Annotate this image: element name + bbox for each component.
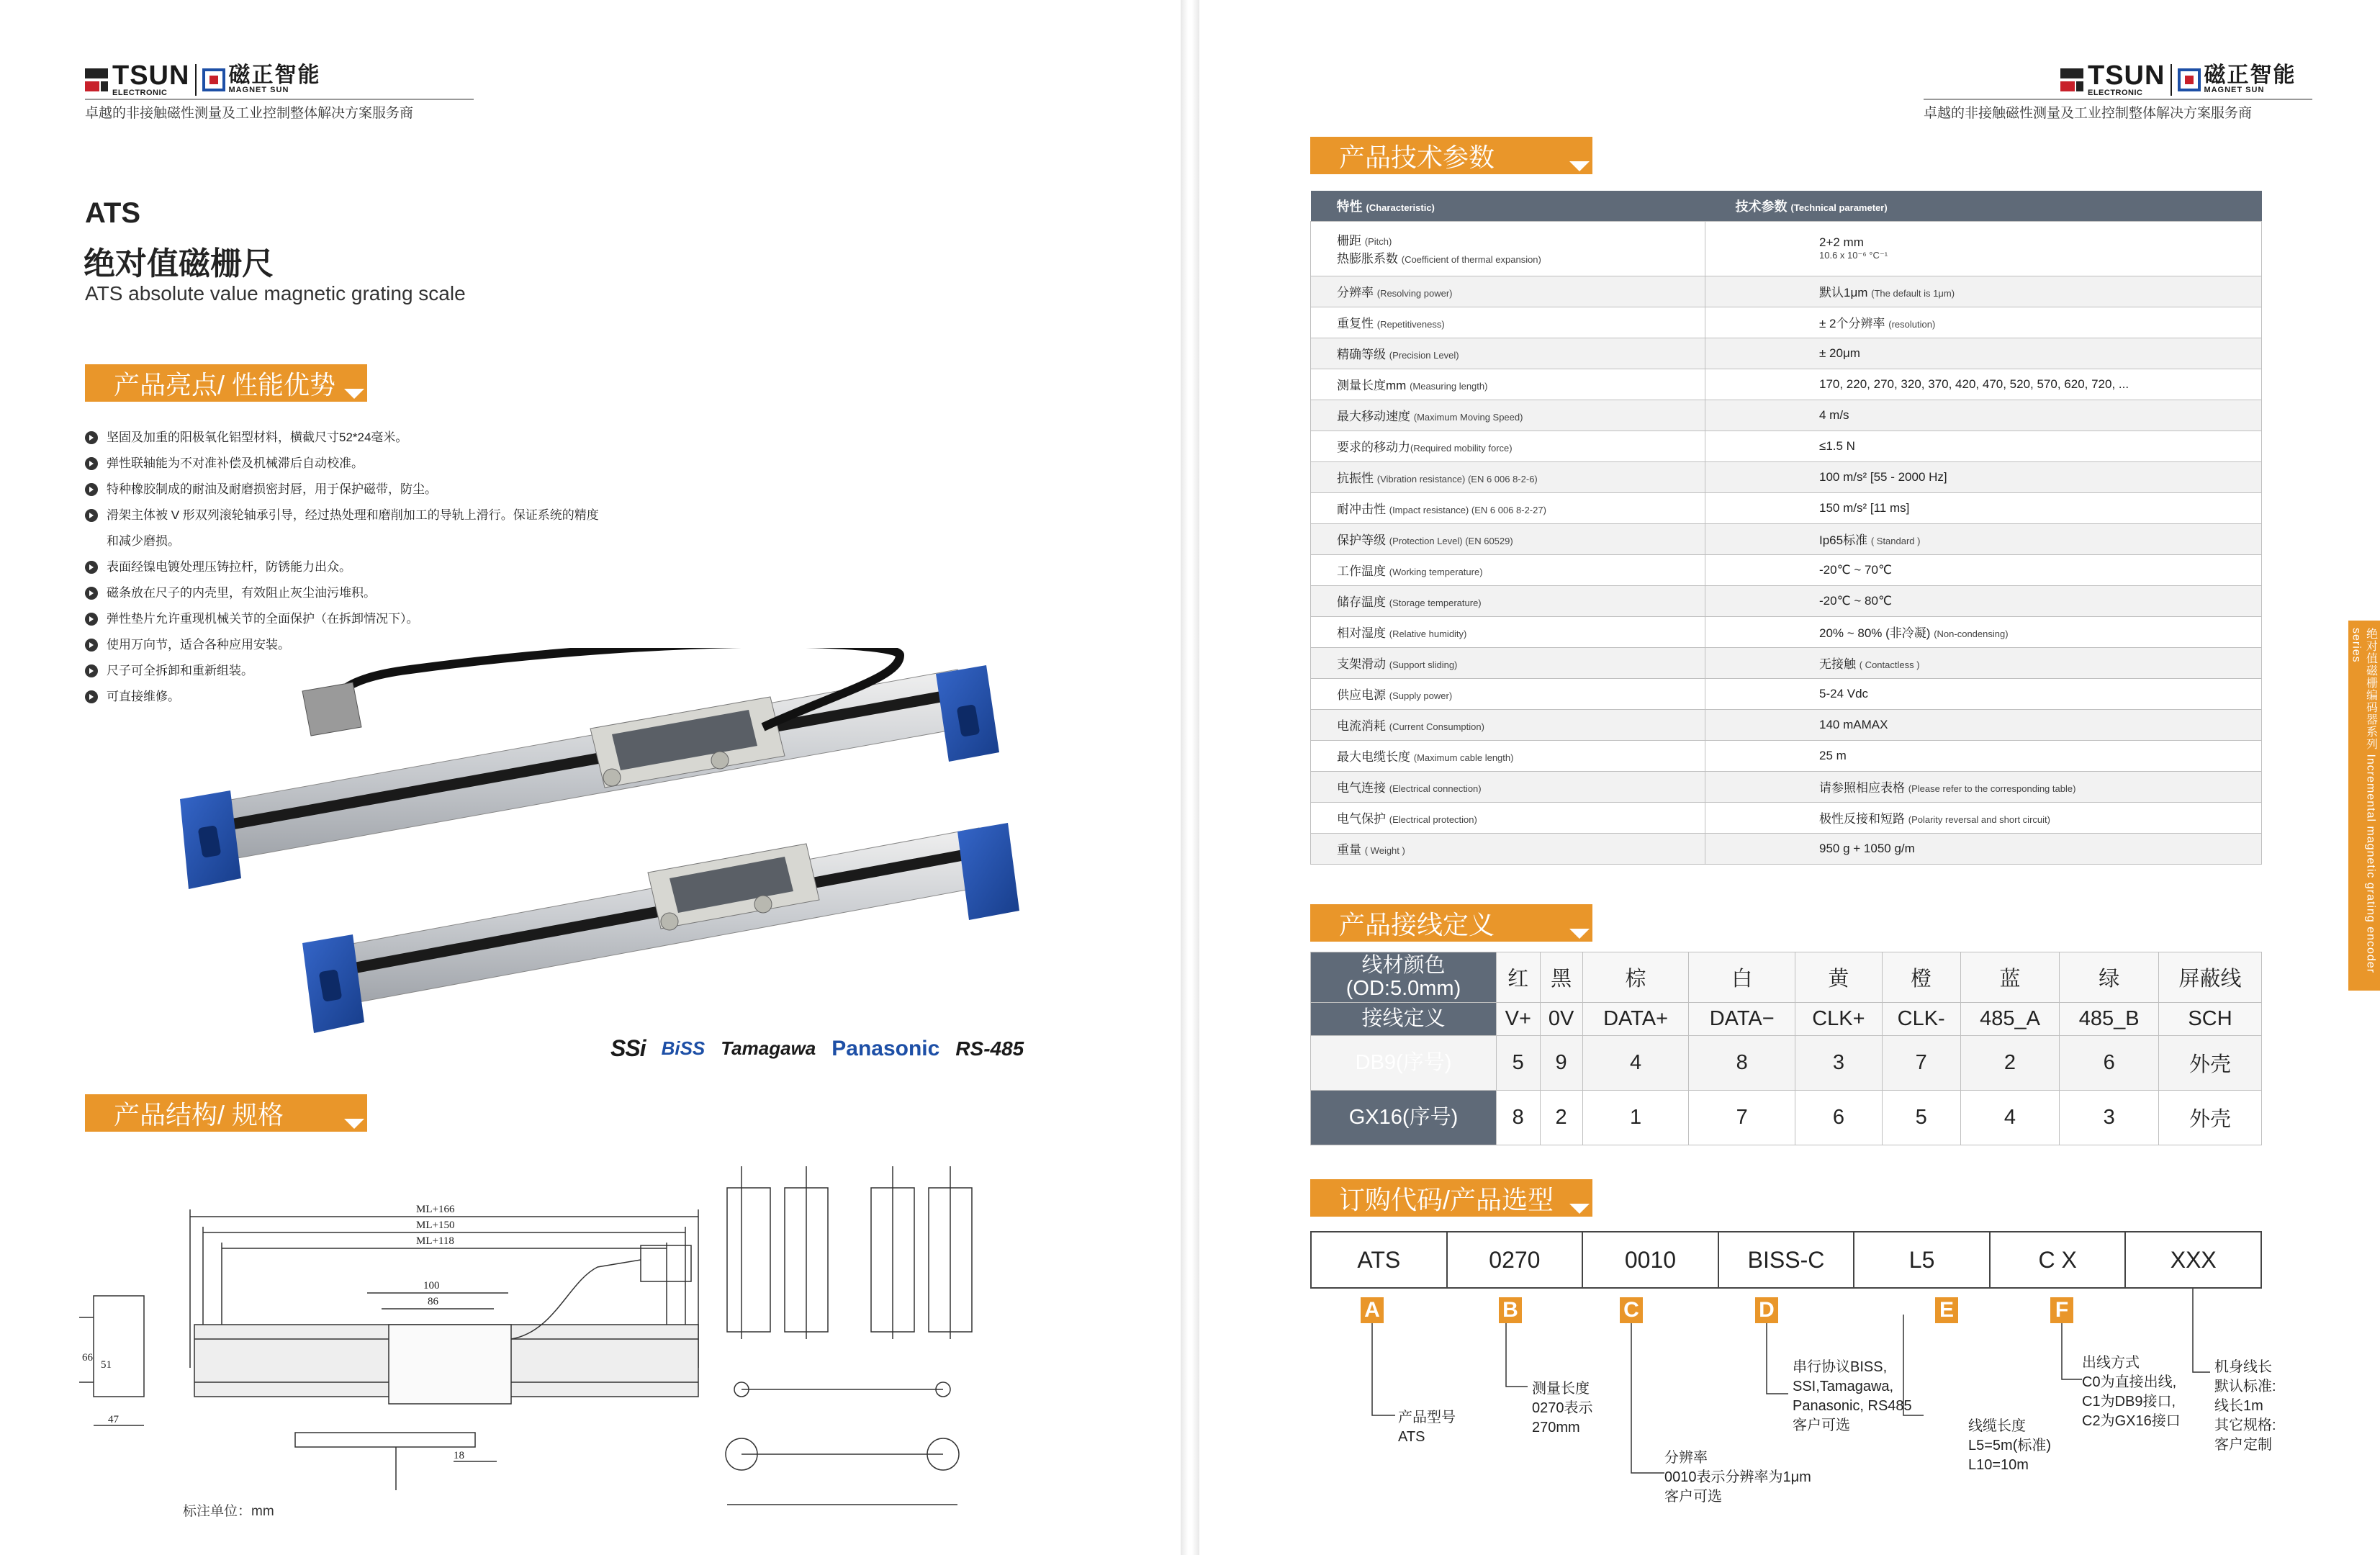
table-row: DB9(序号) 5 9 4 8 3 7 2 6 外壳 <box>1311 1036 2262 1091</box>
bullet-arrow-icon <box>85 613 98 626</box>
section-order <box>1310 1179 1592 1217</box>
table-row: 重量 ( Weight ) 950 g + 1050 g/m <box>1311 833 2262 864</box>
section-title: 产品结构/ 规格 <box>114 1099 284 1130</box>
section-title: 产品亮点/ 性能优势 <box>114 369 336 400</box>
list-item: 滑架主体被 V 形双列滚轮轴承引导，经过热处理和磨削加工的导轨上滑行。保证系统的精度和减少磨损。 <box>85 502 610 554</box>
bullet-arrow-icon <box>85 690 98 703</box>
section-title: 产品接线定义 <box>1339 909 1495 939</box>
bullet-arrow-icon <box>85 664 98 677</box>
order-code-cell: L5 <box>1854 1232 1991 1287</box>
order-desc-g: 机身线长 默认标准: 线长1m 其它规格: 客户定制 <box>2214 1359 2276 1453</box>
protocol-brand-logos <box>610 1035 1024 1062</box>
table-row: 测量长度mm (Measuring length) 170, 220, 270, 320, 370, 420, 470, 520, 570, 620, 720, ... <box>1311 369 2262 400</box>
header-rule <box>1924 99 2312 100</box>
section-title: 产品技术参数 <box>1339 142 1495 172</box>
triangle-down-icon <box>1569 1204 1590 1214</box>
list-item: 特种橡胶制成的耐油及耐磨损密封唇，用于保护磁带，防尘。 <box>85 477 610 502</box>
section-wiring <box>1310 904 1592 942</box>
logo-cn: 磁正智能 <box>228 63 321 87</box>
table-row: 电气保护 (Electrical protection) 极性反接和短路 (Polarity reversal and short circuit) <box>1311 802 2262 833</box>
product-title-en: ATS absolute value magnetic grating scale <box>85 282 466 305</box>
bullet-arrow-icon <box>85 587 98 600</box>
magnet-sun-icon <box>202 68 225 91</box>
order-label-f: F <box>2050 1297 2073 1323</box>
order-label-e: E <box>1935 1297 1958 1323</box>
table-row: 供应电源 (Supply power) 5-24 Vdc <box>1311 678 2262 709</box>
dim-label: ML+118 <box>416 1235 454 1247</box>
table-row: 要求的移动力(Required mobility force) ≤1.5 N <box>1311 431 2262 461</box>
bullet-arrow-icon <box>85 483 98 496</box>
triangle-down-icon <box>344 389 364 399</box>
order-code-cell: BISS-C <box>1719 1232 1855 1287</box>
bullet-arrow-icon <box>85 509 98 522</box>
spec-table <box>1310 191 2262 865</box>
dim-label: 86 <box>428 1296 438 1307</box>
section-tech-params <box>1310 137 1592 174</box>
table-row: 工作温度 (Working temperature) -20℃ ~ 70℃ <box>1311 554 2262 585</box>
section-title: 订购代码/产品选型 <box>1339 1184 1554 1214</box>
product-photo <box>173 648 1022 1051</box>
logo-cn: 磁正智能 <box>2204 63 2296 87</box>
table-row: 接线定义 V+ 0V DATA+ DATA− CLK+ CLK- 485_A 485_B SCH <box>1311 1003 2262 1036</box>
page-gutter <box>1181 0 1199 1555</box>
table-row: 分辨率 (Resolving power) 默认1μm (The default is 1μm) <box>1311 276 2262 307</box>
order-code-cell: 0270 <box>1448 1232 1584 1287</box>
logo-text: TSUN <box>112 60 190 91</box>
col-parameter: 技术参数 (Technical parameter) <box>1705 191 2262 221</box>
order-code-cell: XXX <box>2170 1246 2217 1273</box>
order-code-bar <box>1310 1231 2262 1289</box>
table-row: 精确等级 (Precision Level) ± 20μm <box>1311 338 2262 369</box>
side-series-tab: 绝对值磁栅编码器系列 Incremental magnetic grating encoder series <box>2348 621 2380 991</box>
list-item: 弹性垫片允许重现机械关节的全面保护（在拆卸情况下）。 <box>85 606 610 632</box>
list-item: 尺子可全拆卸和重新组装。 <box>85 658 610 684</box>
table-header-row <box>1311 191 2262 221</box>
order-desc-b: 测量长度 0270表示 270mm <box>1532 1381 1593 1435</box>
tamagawa-logo: Tamagawa <box>721 1037 816 1059</box>
logo-sub: ELECTRONIC <box>112 89 168 97</box>
list-item: 表面经镍电镀处理压铸拉杆，防锈能力出众。 <box>85 554 610 580</box>
wiring-table <box>1310 952 2262 1145</box>
bullet-arrow-icon <box>85 457 98 470</box>
order-label-b: B <box>1499 1297 1522 1323</box>
list-item: 弹性联轴能为不对准补偿及机械滞后自动校准。 <box>85 451 610 477</box>
table-row: 抗振性 (Vibration resistance) (EN 6 006 8-2-6) 100 m/s² [55 - 2000 Hz] <box>1311 461 2262 492</box>
dim-label: 66 <box>82 1352 93 1364</box>
table-row: 支架滑动 (Support sliding) 无接触 ( Contactless ) <box>1311 647 2262 678</box>
triangle-down-icon <box>344 1119 364 1129</box>
lower-scale <box>302 823 1019 1033</box>
brand-logo <box>2060 62 2296 97</box>
tagline: 卓越的非接触磁性测量及工业控制整体解决方案服务商 <box>85 106 414 121</box>
logo-text: TSUN <box>2088 60 2165 91</box>
order-desc-c: 分辨率 0010表示分辨率为1μm 客户可选 <box>1664 1450 1811 1505</box>
dim-label: 51 <box>101 1359 112 1371</box>
logo-mark-icon <box>2060 68 2083 91</box>
table-row: 相对湿度 (Relative humidity) 20% ~ 80% (非冷凝) (Non-condensing) <box>1311 616 2262 647</box>
order-desc-f: 出线方式 C0为直接出线, C1为DB9接口, C2为GX16接口 <box>2082 1355 2181 1429</box>
list-item: 坚固及加重的阳极氧化铝型材料，横截尺寸52*24毫米。 <box>85 425 610 451</box>
biss-logo: BiSS <box>661 1037 706 1059</box>
order-label-c: C <box>1620 1297 1643 1323</box>
order-label-d: D <box>1755 1297 1778 1323</box>
product-model: ATS <box>85 197 141 229</box>
triangle-down-icon <box>1569 161 1590 171</box>
order-desc-d: 串行协议BISS, SSI,Tamagawa, Panasonic, RS485 客户可选 <box>1793 1359 1912 1433</box>
order-code-cell: 0010 <box>1583 1232 1719 1287</box>
dim-label: ML+150 <box>416 1220 455 1231</box>
tagline: 卓越的非接触磁性测量及工业控制整体解决方案服务商 <box>1924 106 2253 121</box>
table-row: 最大移动速度 (Maximum Moving Speed) 4 m/s <box>1311 400 2262 431</box>
table-row: 保护等级 (Protection Level) (EN 60529) Ip65标准 ( Standard ) <box>1311 523 2262 554</box>
logo-sub-en: MAGNET SUN <box>228 86 289 94</box>
left-page <box>0 0 1181 1555</box>
product-title-cn: 绝对值磁栅尺 <box>84 246 274 281</box>
list-item: 磁条放在尺子的内壳里，有效阻止灰尘油污堆积。 <box>85 580 610 606</box>
rs485-logo: RS-485 <box>955 1037 1024 1060</box>
section-highlights <box>85 364 367 402</box>
table-row: 耐冲击性 (Impact resistance) (EN 6 006 8-2-27) 150 m/s² [11 ms] <box>1311 492 2262 523</box>
table-row: 电气连接 (Electrical connection) 请参照相应表格 (Please refer to the corresponding table) <box>1311 771 2262 802</box>
dim-label: 18 <box>454 1450 464 1461</box>
table-row: 线材颜色 (OD:5.0mm) 红 黑 棕 白 黄 橙 蓝 绿 屏蔽线 <box>1311 952 2262 1003</box>
section-structure <box>85 1094 367 1132</box>
bullet-arrow-icon <box>85 561 98 574</box>
order-desc-a: 产品型号 ATS <box>1398 1410 1456 1445</box>
magnet-sun-icon <box>2178 68 2201 91</box>
triangle-down-icon <box>1569 929 1590 939</box>
logo-sub: ELECTRONIC <box>2088 89 2143 97</box>
technical-drawing <box>79 1152 1044 1526</box>
header-rule <box>85 99 474 100</box>
order-desc-e: 线缆长度 L5=5m(标准) L10=10m <box>1968 1418 2052 1473</box>
bullet-arrow-icon <box>85 639 98 652</box>
table-row: 最大电缆长度 (Maximum cable length) 25 m <box>1311 740 2262 771</box>
order-code-cell: ATS <box>1312 1232 1448 1287</box>
dim-label: 47 <box>108 1414 119 1425</box>
unit-note: 标注单位：mm <box>183 1504 274 1519</box>
panasonic-logo: Panasonic <box>831 1036 940 1060</box>
order-code-cell: C X <box>1991 1232 2127 1287</box>
logo-sub-en: MAGNET SUN <box>2204 86 2265 94</box>
logo-mark-icon <box>85 68 108 91</box>
table-row: GX16(序号) 8 2 1 7 6 5 4 3 外壳 <box>1311 1091 2262 1145</box>
table-row: 栅距 (Pitch) 热膨胀系数 (Coefficient of thermal expansion) 2+2 mm 10.6 x 10⁻⁶ °C⁻¹ <box>1311 221 2262 276</box>
list-item: 使用万向节，适合各种应用安装。 <box>85 632 610 658</box>
brand-logo <box>85 62 320 97</box>
table-row: 储存温度 (Storage temperature) -20℃ ~ 80℃ <box>1311 585 2262 616</box>
ssi-logo: SSi <box>610 1035 646 1061</box>
table-row: 电流消耗 (Current Consumption) 140 mAMAX <box>1311 709 2262 740</box>
order-label-a: A <box>1361 1297 1384 1323</box>
dim-label: 100 <box>423 1280 440 1292</box>
table-row: 重复性 (Repetitiveness) ± 2个分辨率 (resolution) <box>1311 307 2262 338</box>
bullet-arrow-icon <box>85 431 98 444</box>
dim-label: ML+166 <box>416 1204 455 1215</box>
col-characteristic: 特性 (Characteristic) <box>1311 191 1705 221</box>
list-item: 可直接维修。 <box>85 684 610 710</box>
